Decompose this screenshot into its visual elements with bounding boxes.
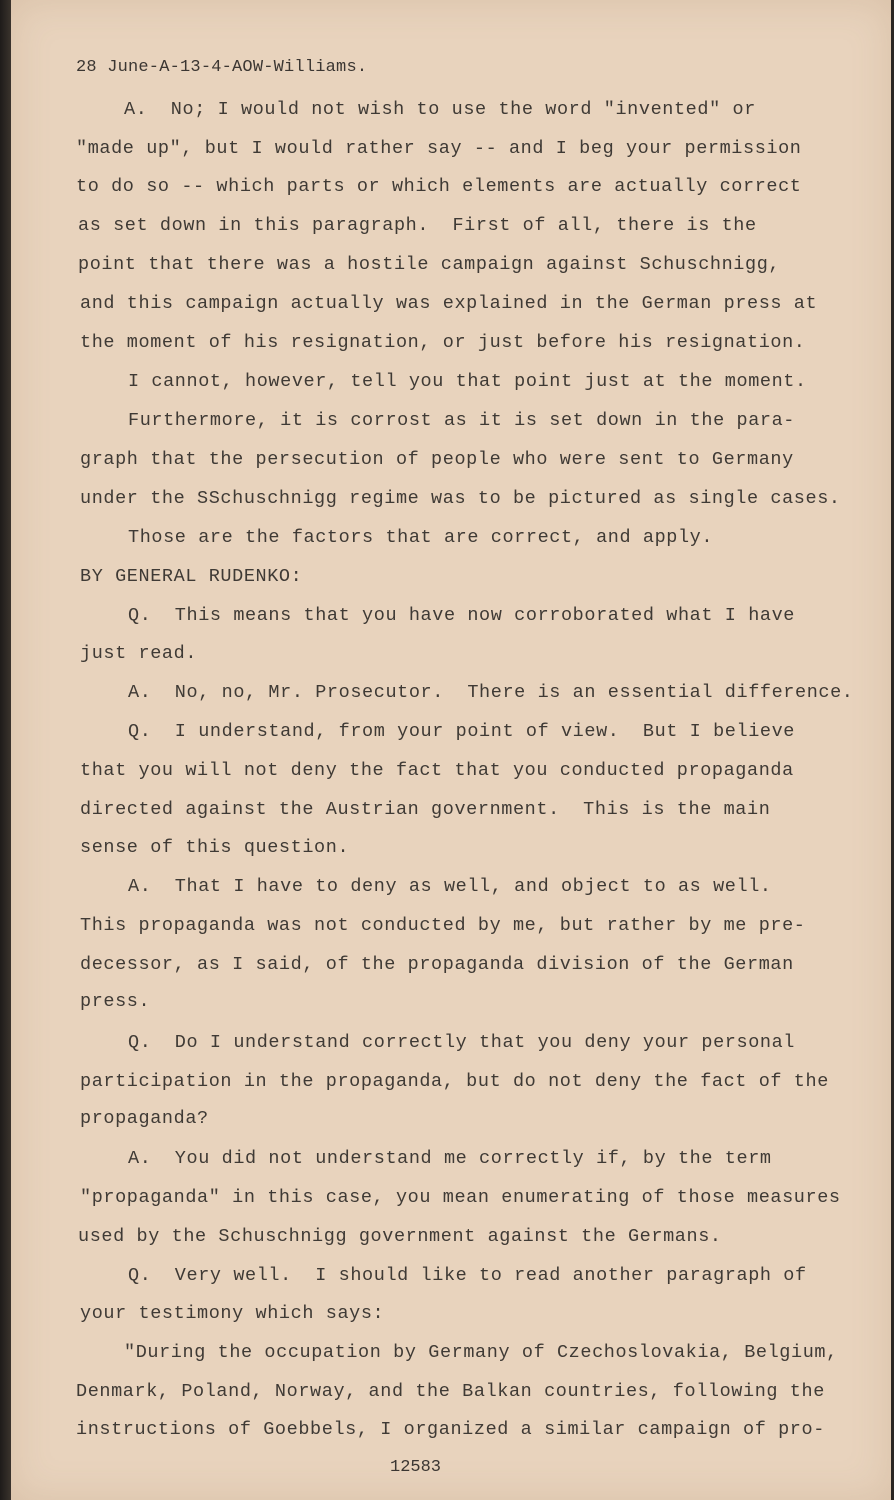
text-line: as set down in this paragraph. First of all, there is the [78, 215, 757, 236]
text-line: "propaganda" in this case, you mean enumerating of those measures [80, 1187, 841, 1208]
text-line: Q. I understand, from your point of view. But I believe [128, 721, 796, 742]
text-line: directed against the Austrian government. This is the main [80, 799, 771, 820]
text-line: graph that the persecution of people who were sent to Germany [80, 449, 794, 470]
text-line: Furthermore, it is corrost as it is set down in the para- [128, 410, 796, 431]
page-header: 28 June-A-13-4-AOW-Williams. [76, 58, 368, 77]
text-line: the moment of his resignation, or just before his resignation. [80, 332, 806, 353]
text-line: Q. Do I understand correctly that you deny your personal [128, 1032, 796, 1053]
text-line: "During the occupation by Germany of Czechoslovakia, Belgium, [124, 1342, 838, 1363]
text-line: A. That I have to deny as well, and object to as well. [128, 876, 772, 897]
text-line: press. [80, 991, 151, 1012]
text-line: your testimony which says: [80, 1303, 385, 1324]
text-line: Denmark, Poland, Norway, and the Balkan countries, following the [76, 1381, 825, 1402]
text-line: Those are the factors that are correct, and apply. [128, 527, 714, 548]
text-line: that you will not deny the fact that you conducted propaganda [80, 760, 794, 781]
text-line: and this campaign actually was explained in the German press at [80, 293, 818, 314]
text-line: used by the Schuschnigg government against the Germans. [78, 1226, 722, 1247]
text-line: just read. [80, 643, 198, 664]
text-line: under the SSchuschnigg regime was to be pictured as single cases. [80, 488, 841, 509]
text-line: A. You did not understand me correctly if, by the term [128, 1148, 772, 1169]
section-heading: BY GENERAL RUDENKO: [80, 566, 303, 587]
text-line: A. No, no, Mr. Prosecutor. There is an essential difference. [128, 682, 854, 703]
text-line: A. No; I would not wish to use the word "invented" or [124, 99, 756, 120]
page-left-edge [0, 0, 11, 1500]
text-line: decessor, as I said, of the propaganda division of the German [80, 954, 794, 975]
text-line: "made up", but I would rather say -- and I beg your permission [76, 138, 802, 159]
text-line: to do so -- which parts or which elements are actually correct [76, 176, 802, 197]
text-line: This propaganda was not conducted by me, but rather by me pre- [80, 915, 806, 936]
text-line: sense of this question. [80, 837, 350, 858]
text-line: propaganda? [80, 1108, 209, 1129]
text-line: instructions of Goebbels, I organized a similar campaign of pro- [76, 1419, 825, 1440]
text-line: Q. This means that you have now corroborated what I have [128, 605, 796, 626]
text-line: Q. Very well. I should like to read another paragraph of [128, 1265, 807, 1286]
text-line: point that there was a hostile campaign against Schuschnigg, [78, 254, 781, 275]
text-line: I cannot, however, tell you that point just at the moment. [128, 371, 807, 392]
text-line: participation in the propaganda, but do not deny the fact of the [80, 1071, 829, 1092]
page-number: 12583 [390, 1458, 442, 1477]
